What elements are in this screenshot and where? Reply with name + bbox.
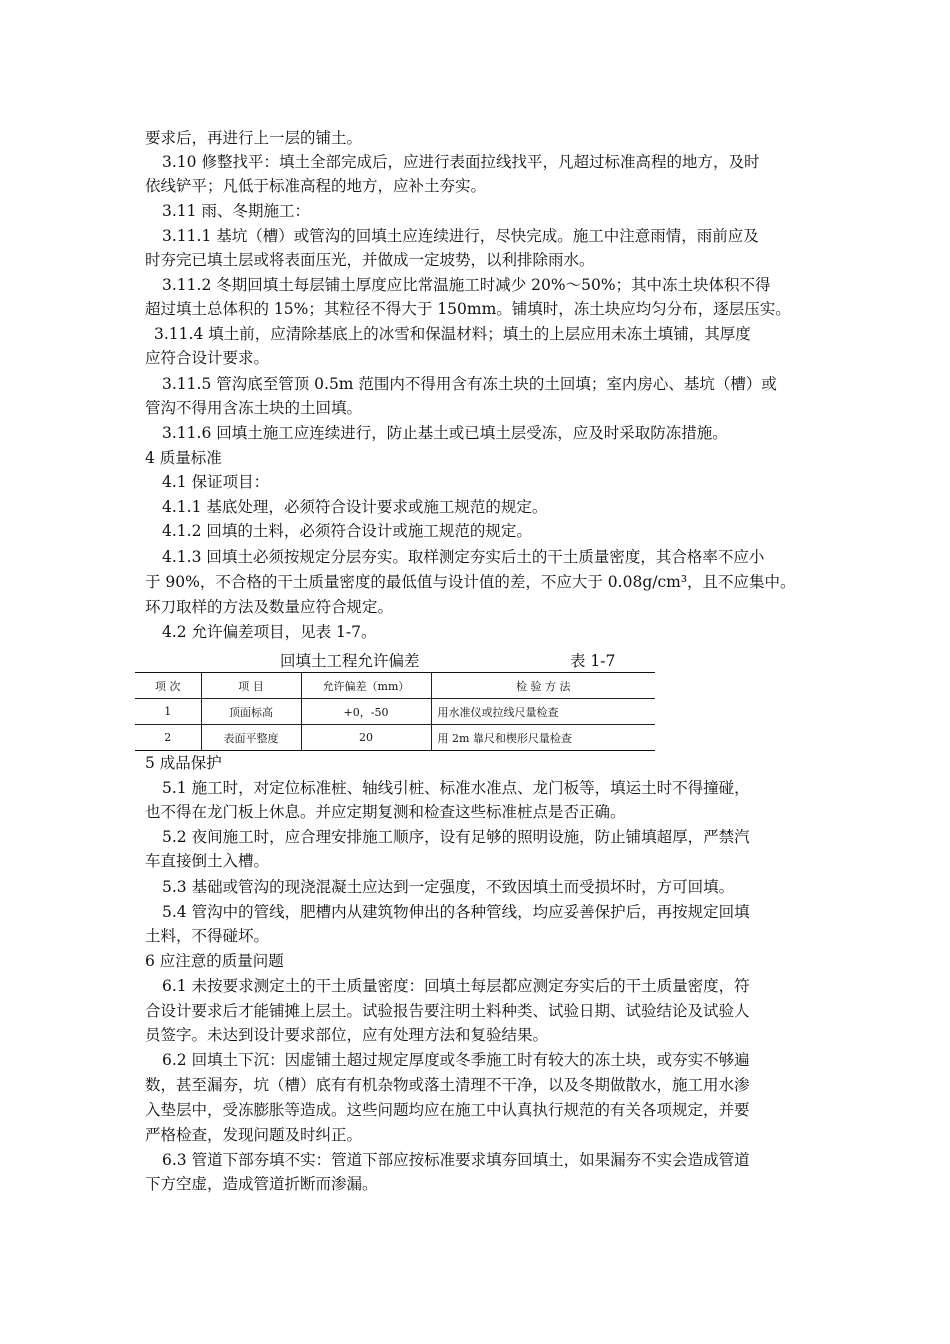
text-line: 依线铲平；凡低于标准高程的地方，应补土夯实。 <box>145 177 487 195</box>
text-line: 于 90%，不合格的干土质量密度的最低值与设计值的差，不应大于 0.08g/cm³，且不应集中。 <box>145 573 796 591</box>
text-line: 5.1 施工时，对定位标准桩、轴线引桩、标准水准点、龙门板等，填运土时不得撞碰， <box>162 779 750 797</box>
table-header: 检 验 方 法 <box>431 673 655 699</box>
text-line: 下方空虚，造成管道折断而渗漏。 <box>145 1175 378 1193</box>
table-cell: 2 <box>135 725 201 751</box>
tolerance-table <box>135 672 655 751</box>
text-line: 3.10 修整找平：填土全部完成后，应进行表面拉线找平，凡超过标准高程的地方，及时 <box>162 153 760 171</box>
table-header-row <box>135 673 655 699</box>
text-line: 5.4 管沟中的管线，肥槽内从建筑物伸出的各种管线，均应妥善保护后，再按规定回填 <box>162 903 750 921</box>
text-line: 3.11.6 回填土施工应连续进行，防止基土或已填土层受冻，应及时采取防冻措施。 <box>162 424 728 442</box>
text-line: 4.1 保证项目： <box>162 473 270 491</box>
text-line: 5.3 基础或管沟的现浇混凝土应达到一定强度，不致因填土而受损坏时，方可回填。 <box>162 878 735 896</box>
text-line: 3.11.2 冬期回填土每层铺土厚度应比常温施工时减少 20%～50%；其中冻土块体积不得 <box>162 276 771 294</box>
table-row <box>135 699 655 725</box>
text-line: 应符合设计要求。 <box>145 349 270 367</box>
text-line: 超过填土总体积的 15%；其粒径不得大于 150mm。铺填时，冻土块应均匀分布，逐层压实。 <box>145 300 791 318</box>
text-line: 也不得在龙门板上休息。并应定期复测和检查这些标准桩点是否正确。 <box>145 803 626 821</box>
text-line: 管沟不得用含冻土块的土回填。 <box>145 399 363 417</box>
table-number: 表 1-7 <box>570 652 616 670</box>
table-header: 项 目 <box>201 673 301 699</box>
table-row <box>135 725 655 751</box>
table-cell: 20 <box>301 725 431 751</box>
text-line: 6.2 回填土下沉：因虚铺土超过规定厚度或冬季施工时有较大的冻土块，或夯实不够遍 <box>162 1051 750 1069</box>
text-line: 5.2 夜间施工时，应合理安排施工顺序，设有足够的照明设施，防止铺填超厚，严禁汽 <box>162 828 750 846</box>
text-line: 6.3 管道下部夯填不实：管道下部应按标准要求填夯回填土，如果漏夯不实会造成管道 <box>162 1151 750 1169</box>
text-line: 4.1.2 回填的土料，必须符合设计或施工规范的规定。 <box>162 522 532 540</box>
text-line: 土料，不得碰坏。 <box>145 927 270 945</box>
text-line: 严格检查，发现问题及时纠正。 <box>145 1126 363 1144</box>
table-cell: +0，-50 <box>301 699 431 725</box>
section-heading: 4 质量标准 <box>145 449 222 467</box>
table-title: 回填土工程允许偏差 <box>280 652 420 670</box>
text-line: 4.2 允许偏差项目，见表 1-7。 <box>162 623 377 641</box>
table-header: 项 次 <box>135 673 201 699</box>
text-line: 入垫层中，受冻膨胀等造成。这些问题均应在施工中认真执行规范的有关各项规定，并要 <box>145 1101 750 1119</box>
section-heading: 5 成品保护 <box>145 754 222 772</box>
text-line: 时夯完已填土层或将表面压光，并做成一定坡势，以利排除雨水。 <box>145 251 595 269</box>
text-line: 3.11.5 管沟底至管顶 0.5m 范围内不得用含有冻土块的土回填；室内房心、基坑（槽）或 <box>162 375 777 393</box>
text-line: 合设计要求后才能铺摊上层土。试验报告要注明土料种类、试验日期、试验结论及试验人 <box>145 1002 750 1020</box>
text-line: 3.11 雨、冬期施工： <box>162 202 310 220</box>
text-line: 3.11.4 填土前，应清除基底上的冰雪和保温材料；填土的上层应用未冻土填铺，其厚度 <box>154 325 751 343</box>
section-heading: 6 应注意的质量问题 <box>145 952 284 970</box>
table-cell: 顶面标高 <box>201 699 301 725</box>
table-header: 允许偏差（mm） <box>301 673 431 699</box>
text-line: 数，甚至漏夯，坑（槽）底有有机杂物或落土清理不干净，以及冬期做散水，施工用水渗 <box>145 1076 750 1094</box>
table-cell: 用 2m 靠尺和楔形尺量检查 <box>431 725 655 751</box>
table-cell: 表面平整度 <box>201 725 301 751</box>
table-cell: 1 <box>135 699 201 725</box>
text-line: 4.1.1 基底处理，必须符合设计要求或施工规范的规定。 <box>162 498 548 516</box>
text-line: 环刀取样的方法及数量应符合规定。 <box>145 598 394 616</box>
table-cell: 用水准仪或拉线尺量检查 <box>431 699 655 725</box>
text-line: 3.11.1 基坑（槽）或管沟的回填土应连续进行，尽快完成。施工中注意雨情，雨前应及 <box>162 227 759 245</box>
text-line: 车直接倒土入槽。 <box>145 852 270 870</box>
text-line: 要求后，再进行上一层的铺土。 <box>145 129 363 147</box>
text-line: 员签字。未达到设计要求部位，应有处理方法和复验结果。 <box>145 1026 549 1044</box>
text-line: 4.1.3 回填土必须按规定分层夯实。取样测定夯实后土的干土质量密度，其合格率不应小 <box>162 548 765 566</box>
text-line: 6.1 未按要求测定土的干土质量密度：回填土每层都应测定夯实后的干土质量密度，符 <box>162 977 750 995</box>
